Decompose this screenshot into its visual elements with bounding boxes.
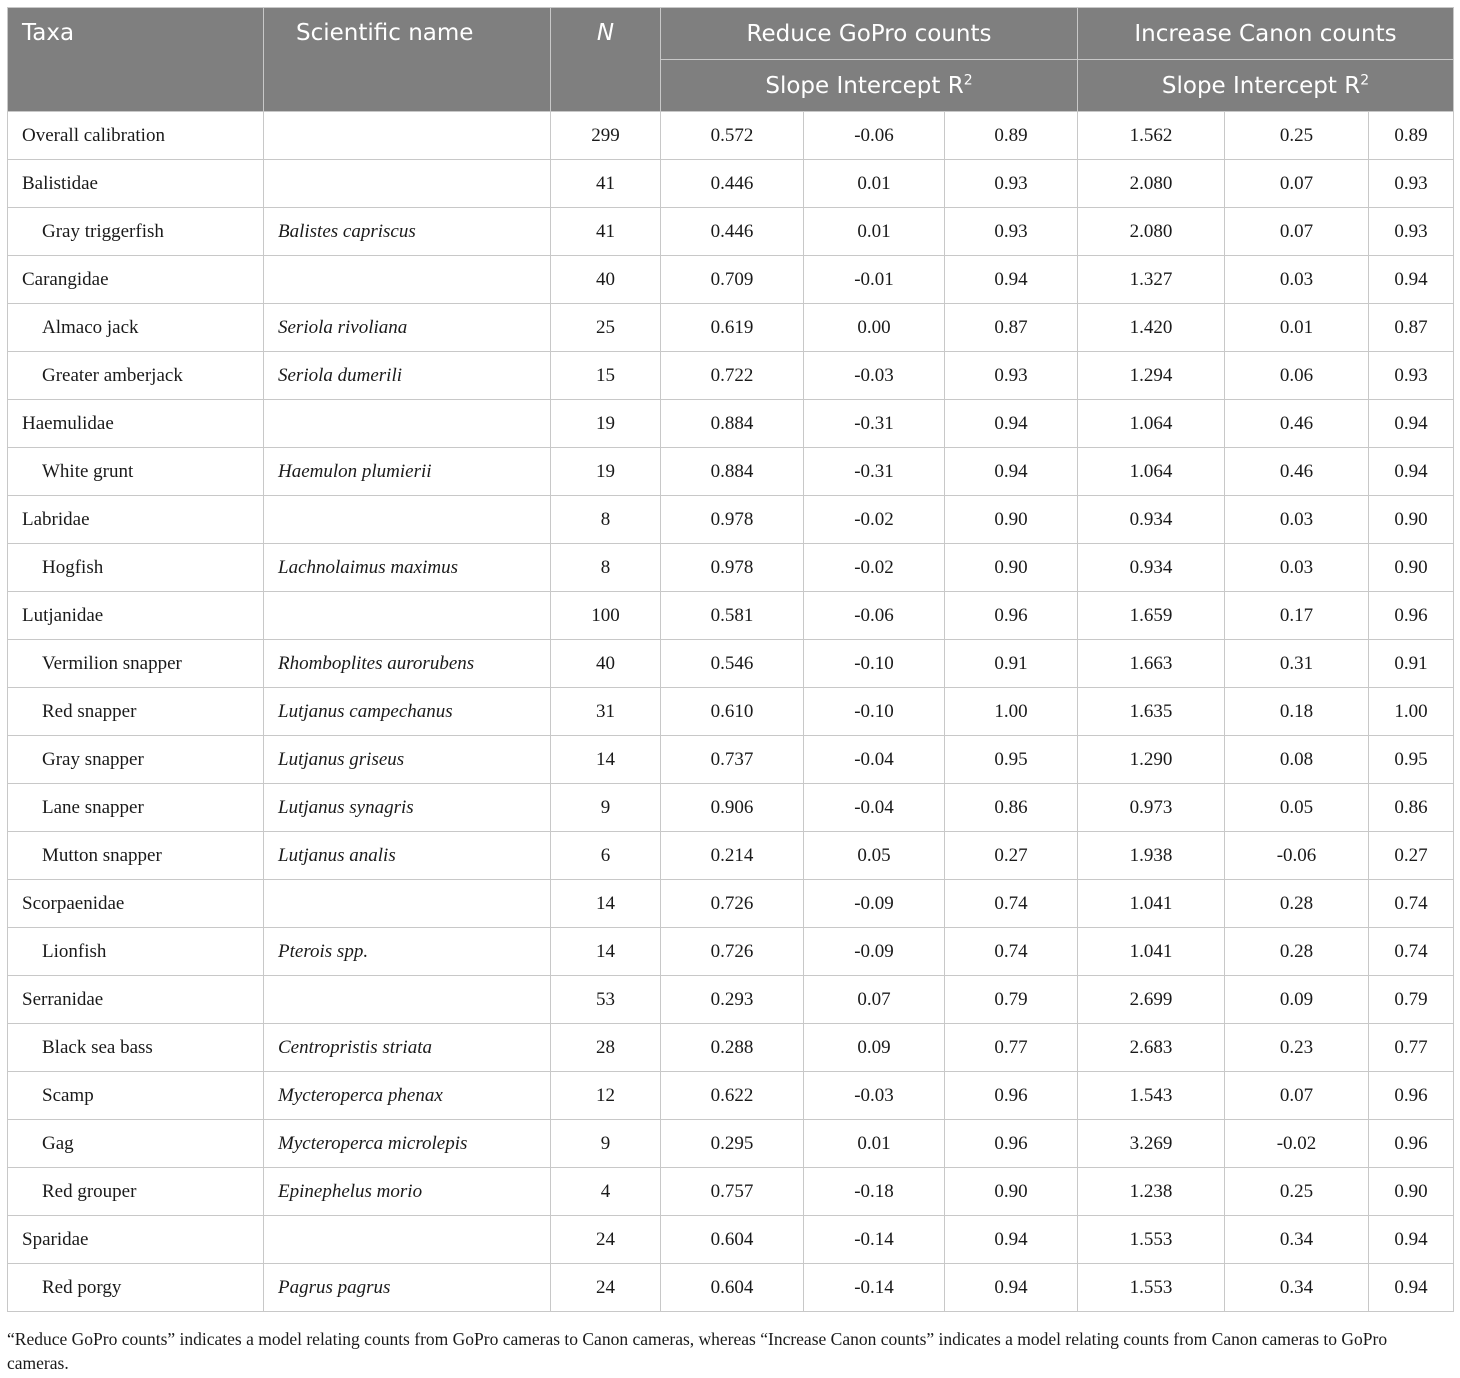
table-row bbox=[8, 400, 1454, 448]
cell-gopro-r2: 0.93 bbox=[945, 352, 1078, 400]
cell-scientific-name: Balistes capriscus bbox=[264, 208, 551, 256]
table-row bbox=[8, 208, 1454, 256]
cell-gopro-intercept: -0.03 bbox=[804, 1072, 945, 1120]
cell-gopro-intercept: -0.03 bbox=[804, 352, 945, 400]
cell-gopro-intercept: 0.01 bbox=[804, 1120, 945, 1168]
cell-taxa: Lutjanidae bbox=[8, 592, 264, 640]
cell-n: 19 bbox=[551, 448, 661, 496]
cell-n: 12 bbox=[551, 1072, 661, 1120]
cell-canon-r2: 0.94 bbox=[1369, 256, 1454, 304]
table-row bbox=[8, 688, 1454, 736]
cell-gopro-r2: 0.94 bbox=[945, 1264, 1078, 1312]
table-row bbox=[8, 1120, 1454, 1168]
cell-canon-r2: 0.79 bbox=[1369, 976, 1454, 1024]
cell-canon-slope: 1.064 bbox=[1078, 400, 1225, 448]
cell-taxa: Red grouper bbox=[8, 1168, 264, 1216]
cell-taxa: Vermilion snapper bbox=[8, 640, 264, 688]
cell-n: 9 bbox=[551, 1120, 661, 1168]
table-row bbox=[8, 256, 1454, 304]
header-n-label: N bbox=[596, 20, 615, 46]
cell-scientific-name: Lutjanus campechanus bbox=[264, 688, 551, 736]
cell-gopro-r2: 0.74 bbox=[945, 928, 1078, 976]
cell-scientific-name: Mycteroperca phenax bbox=[264, 1072, 551, 1120]
cell-gopro-intercept: -0.09 bbox=[804, 928, 945, 976]
cell-canon-intercept: 0.18 bbox=[1225, 688, 1369, 736]
cell-gopro-slope: 0.978 bbox=[661, 544, 804, 592]
cell-canon-intercept: 0.34 bbox=[1225, 1264, 1369, 1312]
cell-gopro-r2: 0.94 bbox=[945, 1216, 1078, 1264]
cell-canon-r2: 0.74 bbox=[1369, 928, 1454, 976]
cell-canon-intercept: 0.03 bbox=[1225, 544, 1369, 592]
cell-n: 25 bbox=[551, 304, 661, 352]
cell-n: 31 bbox=[551, 688, 661, 736]
cell-gopro-intercept: -0.04 bbox=[804, 736, 945, 784]
calibration-table bbox=[7, 7, 1454, 1312]
cell-gopro-intercept: -0.10 bbox=[804, 688, 945, 736]
cell-canon-slope: 1.327 bbox=[1078, 256, 1225, 304]
cell-gopro-r2: 0.77 bbox=[945, 1024, 1078, 1072]
cell-canon-r2: 0.89 bbox=[1369, 112, 1454, 160]
cell-gopro-slope: 0.709 bbox=[661, 256, 804, 304]
cell-gopro-r2: 0.27 bbox=[945, 832, 1078, 880]
cell-canon-r2: 0.90 bbox=[1369, 544, 1454, 592]
cell-scientific-name bbox=[264, 112, 551, 160]
cell-taxa: Gag bbox=[8, 1120, 264, 1168]
cell-canon-intercept: 0.28 bbox=[1225, 928, 1369, 976]
cell-scientific-name bbox=[264, 256, 551, 304]
cell-taxa: Carangidae bbox=[8, 256, 264, 304]
cell-gopro-slope: 0.214 bbox=[661, 832, 804, 880]
table-row bbox=[8, 832, 1454, 880]
cell-canon-slope: 1.294 bbox=[1078, 352, 1225, 400]
cell-gopro-slope: 0.978 bbox=[661, 496, 804, 544]
cell-scientific-name: Lutjanus griseus bbox=[264, 736, 551, 784]
cell-gopro-r2: 0.74 bbox=[945, 880, 1078, 928]
cell-gopro-slope: 0.604 bbox=[661, 1216, 804, 1264]
cell-scientific-name: Seriola dumerili bbox=[264, 352, 551, 400]
header-group-canon: Increase Canon counts bbox=[1078, 8, 1454, 60]
cell-gopro-r2: 0.90 bbox=[945, 544, 1078, 592]
cell-gopro-intercept: 0.00 bbox=[804, 304, 945, 352]
cell-canon-r2: 0.90 bbox=[1369, 1168, 1454, 1216]
table-row bbox=[8, 880, 1454, 928]
cell-gopro-slope: 0.446 bbox=[661, 160, 804, 208]
cell-gopro-slope: 0.581 bbox=[661, 592, 804, 640]
cell-canon-intercept: 0.07 bbox=[1225, 160, 1369, 208]
cell-gopro-intercept: -0.18 bbox=[804, 1168, 945, 1216]
cell-canon-r2: 0.96 bbox=[1369, 1120, 1454, 1168]
cell-canon-intercept: 0.31 bbox=[1225, 640, 1369, 688]
table-row bbox=[8, 1072, 1454, 1120]
cell-n: 8 bbox=[551, 496, 661, 544]
cell-canon-intercept: 0.05 bbox=[1225, 784, 1369, 832]
cell-n: 40 bbox=[551, 256, 661, 304]
cell-taxa: Lionfish bbox=[8, 928, 264, 976]
cell-gopro-slope: 0.293 bbox=[661, 976, 804, 1024]
cell-n: 14 bbox=[551, 928, 661, 976]
cell-taxa: Almaco jack bbox=[8, 304, 264, 352]
cell-taxa: Labridae bbox=[8, 496, 264, 544]
cell-gopro-slope: 0.906 bbox=[661, 784, 804, 832]
cell-canon-slope: 1.238 bbox=[1078, 1168, 1225, 1216]
cell-canon-r2: 0.94 bbox=[1369, 448, 1454, 496]
cell-canon-slope: 2.080 bbox=[1078, 208, 1225, 256]
table-row bbox=[8, 304, 1454, 352]
cell-n: 28 bbox=[551, 1024, 661, 1072]
cell-gopro-intercept: -0.10 bbox=[804, 640, 945, 688]
cell-gopro-slope: 0.604 bbox=[661, 1264, 804, 1312]
cell-canon-slope: 1.420 bbox=[1078, 304, 1225, 352]
table-row bbox=[8, 544, 1454, 592]
cell-canon-r2: 0.95 bbox=[1369, 736, 1454, 784]
cell-gopro-intercept: 0.09 bbox=[804, 1024, 945, 1072]
cell-gopro-r2: 0.87 bbox=[945, 304, 1078, 352]
cell-gopro-intercept: 0.01 bbox=[804, 160, 945, 208]
cell-canon-intercept: 0.08 bbox=[1225, 736, 1369, 784]
cell-n: 14 bbox=[551, 880, 661, 928]
cell-canon-intercept: 0.03 bbox=[1225, 256, 1369, 304]
table-header bbox=[8, 8, 1454, 112]
cell-canon-slope: 2.080 bbox=[1078, 160, 1225, 208]
cell-n: 299 bbox=[551, 112, 661, 160]
cell-scientific-name: Seriola rivoliana bbox=[264, 304, 551, 352]
cell-gopro-intercept: 0.07 bbox=[804, 976, 945, 1024]
cell-taxa: Scorpaenidae bbox=[8, 880, 264, 928]
cell-canon-intercept: 0.25 bbox=[1225, 112, 1369, 160]
cell-gopro-r2: 0.90 bbox=[945, 496, 1078, 544]
cell-canon-slope: 0.973 bbox=[1078, 784, 1225, 832]
cell-canon-intercept: 0.34 bbox=[1225, 1216, 1369, 1264]
cell-canon-r2: 0.93 bbox=[1369, 160, 1454, 208]
cell-canon-slope: 1.553 bbox=[1078, 1264, 1225, 1312]
cell-canon-intercept: 0.07 bbox=[1225, 208, 1369, 256]
cell-taxa: White grunt bbox=[8, 448, 264, 496]
cell-gopro-slope: 0.622 bbox=[661, 1072, 804, 1120]
table-row bbox=[8, 976, 1454, 1024]
cell-n: 14 bbox=[551, 736, 661, 784]
cell-n: 19 bbox=[551, 400, 661, 448]
table-body bbox=[8, 112, 1454, 1312]
cell-gopro-slope: 0.610 bbox=[661, 688, 804, 736]
table-row bbox=[8, 1216, 1454, 1264]
header-sub-gopro bbox=[661, 60, 1078, 112]
cell-n: 4 bbox=[551, 1168, 661, 1216]
header-taxa: Taxa bbox=[8, 8, 264, 112]
cell-canon-r2: 0.87 bbox=[1369, 304, 1454, 352]
cell-gopro-r2: 0.96 bbox=[945, 592, 1078, 640]
table-row bbox=[8, 160, 1454, 208]
table-row bbox=[8, 640, 1454, 688]
cell-gopro-intercept: -0.01 bbox=[804, 256, 945, 304]
cell-gopro-slope: 0.295 bbox=[661, 1120, 804, 1168]
cell-scientific-name: Pagrus pagrus bbox=[264, 1264, 551, 1312]
table-row bbox=[8, 1264, 1454, 1312]
cell-scientific-name: Lutjanus synagris bbox=[264, 784, 551, 832]
cell-canon-r2: 0.93 bbox=[1369, 208, 1454, 256]
cell-taxa: Greater amberjack bbox=[8, 352, 264, 400]
cell-gopro-intercept: -0.06 bbox=[804, 112, 945, 160]
table-row bbox=[8, 112, 1454, 160]
cell-gopro-slope: 0.446 bbox=[661, 208, 804, 256]
cell-taxa: Gray triggerfish bbox=[8, 208, 264, 256]
cell-canon-r2: 0.94 bbox=[1369, 400, 1454, 448]
cell-gopro-slope: 0.726 bbox=[661, 880, 804, 928]
cell-gopro-slope: 0.722 bbox=[661, 352, 804, 400]
cell-scientific-name: Lachnolaimus maximus bbox=[264, 544, 551, 592]
cell-scientific-name: Rhomboplites aurorubens bbox=[264, 640, 551, 688]
cell-taxa: Mutton snapper bbox=[8, 832, 264, 880]
cell-canon-slope: 0.934 bbox=[1078, 496, 1225, 544]
cell-scientific-name bbox=[264, 1216, 551, 1264]
cell-taxa: Gray snapper bbox=[8, 736, 264, 784]
cell-canon-slope: 1.064 bbox=[1078, 448, 1225, 496]
cell-scientific-name: Mycteroperca microlepis bbox=[264, 1120, 551, 1168]
cell-canon-intercept: 0.17 bbox=[1225, 592, 1369, 640]
cell-n: 24 bbox=[551, 1216, 661, 1264]
cell-canon-r2: 0.74 bbox=[1369, 880, 1454, 928]
cell-gopro-r2: 0.86 bbox=[945, 784, 1078, 832]
cell-canon-slope: 1.553 bbox=[1078, 1216, 1225, 1264]
cell-gopro-intercept: -0.14 bbox=[804, 1216, 945, 1264]
cell-gopro-slope: 0.884 bbox=[661, 400, 804, 448]
cell-gopro-intercept: 0.05 bbox=[804, 832, 945, 880]
table-row bbox=[8, 736, 1454, 784]
cell-scientific-name: Pterois spp. bbox=[264, 928, 551, 976]
header-n bbox=[551, 8, 661, 112]
cell-gopro-intercept: -0.06 bbox=[804, 592, 945, 640]
cell-canon-intercept: 0.06 bbox=[1225, 352, 1369, 400]
cell-gopro-r2: 0.90 bbox=[945, 1168, 1078, 1216]
cell-scientific-name bbox=[264, 496, 551, 544]
cell-canon-intercept: 0.23 bbox=[1225, 1024, 1369, 1072]
header-sub-gopro-sup: 2 bbox=[963, 71, 973, 88]
cell-gopro-r2: 0.91 bbox=[945, 640, 1078, 688]
cell-taxa: Red porgy bbox=[8, 1264, 264, 1312]
cell-n: 100 bbox=[551, 592, 661, 640]
header-sub-canon-label: Slope Intercept R bbox=[1161, 72, 1361, 99]
cell-taxa: Serranidae bbox=[8, 976, 264, 1024]
cell-canon-r2: 0.77 bbox=[1369, 1024, 1454, 1072]
cell-scientific-name bbox=[264, 976, 551, 1024]
cell-taxa: Balistidae bbox=[8, 160, 264, 208]
cell-gopro-slope: 0.884 bbox=[661, 448, 804, 496]
cell-gopro-r2: 0.96 bbox=[945, 1072, 1078, 1120]
cell-canon-r2: 0.86 bbox=[1369, 784, 1454, 832]
cell-taxa: Hogfish bbox=[8, 544, 264, 592]
cell-gopro-r2: 0.89 bbox=[945, 112, 1078, 160]
cell-n: 24 bbox=[551, 1264, 661, 1312]
cell-canon-r2: 0.96 bbox=[1369, 1072, 1454, 1120]
cell-gopro-slope: 0.619 bbox=[661, 304, 804, 352]
cell-scientific-name bbox=[264, 592, 551, 640]
cell-gopro-intercept: -0.02 bbox=[804, 544, 945, 592]
cell-canon-slope: 2.699 bbox=[1078, 976, 1225, 1024]
cell-gopro-intercept: -0.31 bbox=[804, 400, 945, 448]
cell-canon-intercept: 0.07 bbox=[1225, 1072, 1369, 1120]
cell-canon-r2: 0.93 bbox=[1369, 352, 1454, 400]
cell-gopro-intercept: -0.14 bbox=[804, 1264, 945, 1312]
cell-canon-slope: 3.269 bbox=[1078, 1120, 1225, 1168]
cell-canon-r2: 1.00 bbox=[1369, 688, 1454, 736]
cell-taxa: Haemulidae bbox=[8, 400, 264, 448]
cell-n: 53 bbox=[551, 976, 661, 1024]
cell-n: 40 bbox=[551, 640, 661, 688]
cell-gopro-intercept: 0.01 bbox=[804, 208, 945, 256]
cell-gopro-slope: 0.288 bbox=[661, 1024, 804, 1072]
cell-n: 6 bbox=[551, 832, 661, 880]
cell-scientific-name: Centropristis striata bbox=[264, 1024, 551, 1072]
cell-canon-intercept: 0.03 bbox=[1225, 496, 1369, 544]
header-sub-gopro-label: Slope Intercept R bbox=[765, 72, 964, 99]
table-row bbox=[8, 592, 1454, 640]
cell-scientific-name bbox=[264, 880, 551, 928]
cell-gopro-intercept: -0.02 bbox=[804, 496, 945, 544]
cell-gopro-r2: 0.94 bbox=[945, 400, 1078, 448]
cell-scientific-name bbox=[264, 160, 551, 208]
table-row bbox=[8, 352, 1454, 400]
cell-gopro-r2: 0.96 bbox=[945, 1120, 1078, 1168]
cell-taxa: Overall calibration bbox=[8, 112, 264, 160]
cell-scientific-name bbox=[264, 400, 551, 448]
cell-gopro-r2: 1.00 bbox=[945, 688, 1078, 736]
cell-canon-r2: 0.27 bbox=[1369, 832, 1454, 880]
cell-gopro-intercept: -0.04 bbox=[804, 784, 945, 832]
table-row bbox=[8, 496, 1454, 544]
cell-canon-slope: 1.663 bbox=[1078, 640, 1225, 688]
cell-canon-intercept: 0.46 bbox=[1225, 400, 1369, 448]
cell-n: 15 bbox=[551, 352, 661, 400]
cell-canon-intercept: -0.02 bbox=[1225, 1120, 1369, 1168]
cell-n: 41 bbox=[551, 208, 661, 256]
cell-canon-r2: 0.94 bbox=[1369, 1264, 1454, 1312]
cell-gopro-r2: 0.79 bbox=[945, 976, 1078, 1024]
table-row bbox=[8, 1024, 1454, 1072]
cell-scientific-name: Lutjanus analis bbox=[264, 832, 551, 880]
cell-canon-intercept: 0.25 bbox=[1225, 1168, 1369, 1216]
cell-n: 41 bbox=[551, 160, 661, 208]
cell-canon-slope: 1.659 bbox=[1078, 592, 1225, 640]
cell-gopro-slope: 0.737 bbox=[661, 736, 804, 784]
table-row bbox=[8, 1168, 1454, 1216]
cell-gopro-slope: 0.726 bbox=[661, 928, 804, 976]
cell-canon-slope: 1.562 bbox=[1078, 112, 1225, 160]
cell-canon-slope: 1.041 bbox=[1078, 880, 1225, 928]
cell-n: 9 bbox=[551, 784, 661, 832]
cell-canon-slope: 0.934 bbox=[1078, 544, 1225, 592]
cell-gopro-r2: 0.93 bbox=[945, 208, 1078, 256]
table-footnote: “Reduce GoPro counts” indicates a model relating counts from GoPro cameras to Canon cameras, whereas “Increase Canon counts” indicates a model relating counts from Canon cameras to GoPro cameras. bbox=[7, 1329, 1388, 1373]
cell-gopro-slope: 0.546 bbox=[661, 640, 804, 688]
cell-canon-slope: 1.543 bbox=[1078, 1072, 1225, 1120]
cell-gopro-r2: 0.95 bbox=[945, 736, 1078, 784]
cell-canon-intercept: 0.46 bbox=[1225, 448, 1369, 496]
cell-canon-intercept: 0.09 bbox=[1225, 976, 1369, 1024]
cell-gopro-slope: 0.757 bbox=[661, 1168, 804, 1216]
cell-canon-r2: 0.96 bbox=[1369, 592, 1454, 640]
cell-canon-slope: 1.041 bbox=[1078, 928, 1225, 976]
cell-gopro-r2: 0.93 bbox=[945, 160, 1078, 208]
table-row bbox=[8, 448, 1454, 496]
cell-canon-slope: 1.635 bbox=[1078, 688, 1225, 736]
table-row bbox=[8, 784, 1454, 832]
cell-canon-slope: 1.938 bbox=[1078, 832, 1225, 880]
cell-n: 8 bbox=[551, 544, 661, 592]
cell-gopro-r2: 0.94 bbox=[945, 256, 1078, 304]
cell-gopro-slope: 0.572 bbox=[661, 112, 804, 160]
header-scientific-name: Scientific name bbox=[264, 8, 551, 112]
cell-canon-slope: 2.683 bbox=[1078, 1024, 1225, 1072]
cell-canon-slope: 1.290 bbox=[1078, 736, 1225, 784]
cell-gopro-r2: 0.94 bbox=[945, 448, 1078, 496]
cell-canon-r2: 0.94 bbox=[1369, 1216, 1454, 1264]
cell-taxa: Red snapper bbox=[8, 688, 264, 736]
cell-scientific-name: Haemulon plumierii bbox=[264, 448, 551, 496]
table-row bbox=[8, 928, 1454, 976]
cell-canon-intercept: 0.01 bbox=[1225, 304, 1369, 352]
cell-canon-r2: 0.91 bbox=[1369, 640, 1454, 688]
cell-gopro-intercept: -0.09 bbox=[804, 880, 945, 928]
cell-canon-r2: 0.90 bbox=[1369, 496, 1454, 544]
cell-canon-intercept: -0.06 bbox=[1225, 832, 1369, 880]
cell-canon-intercept: 0.28 bbox=[1225, 880, 1369, 928]
cell-gopro-intercept: -0.31 bbox=[804, 448, 945, 496]
header-group-gopro: Reduce GoPro counts bbox=[661, 8, 1078, 60]
header-sub-canon-sup: 2 bbox=[1360, 71, 1370, 88]
cell-scientific-name: Epinephelus morio bbox=[264, 1168, 551, 1216]
cell-taxa: Scamp bbox=[8, 1072, 264, 1120]
header-sub-canon bbox=[1078, 60, 1454, 112]
cell-taxa: Black sea bass bbox=[8, 1024, 264, 1072]
cell-taxa: Lane snapper bbox=[8, 784, 264, 832]
cell-taxa: Sparidae bbox=[8, 1216, 264, 1264]
